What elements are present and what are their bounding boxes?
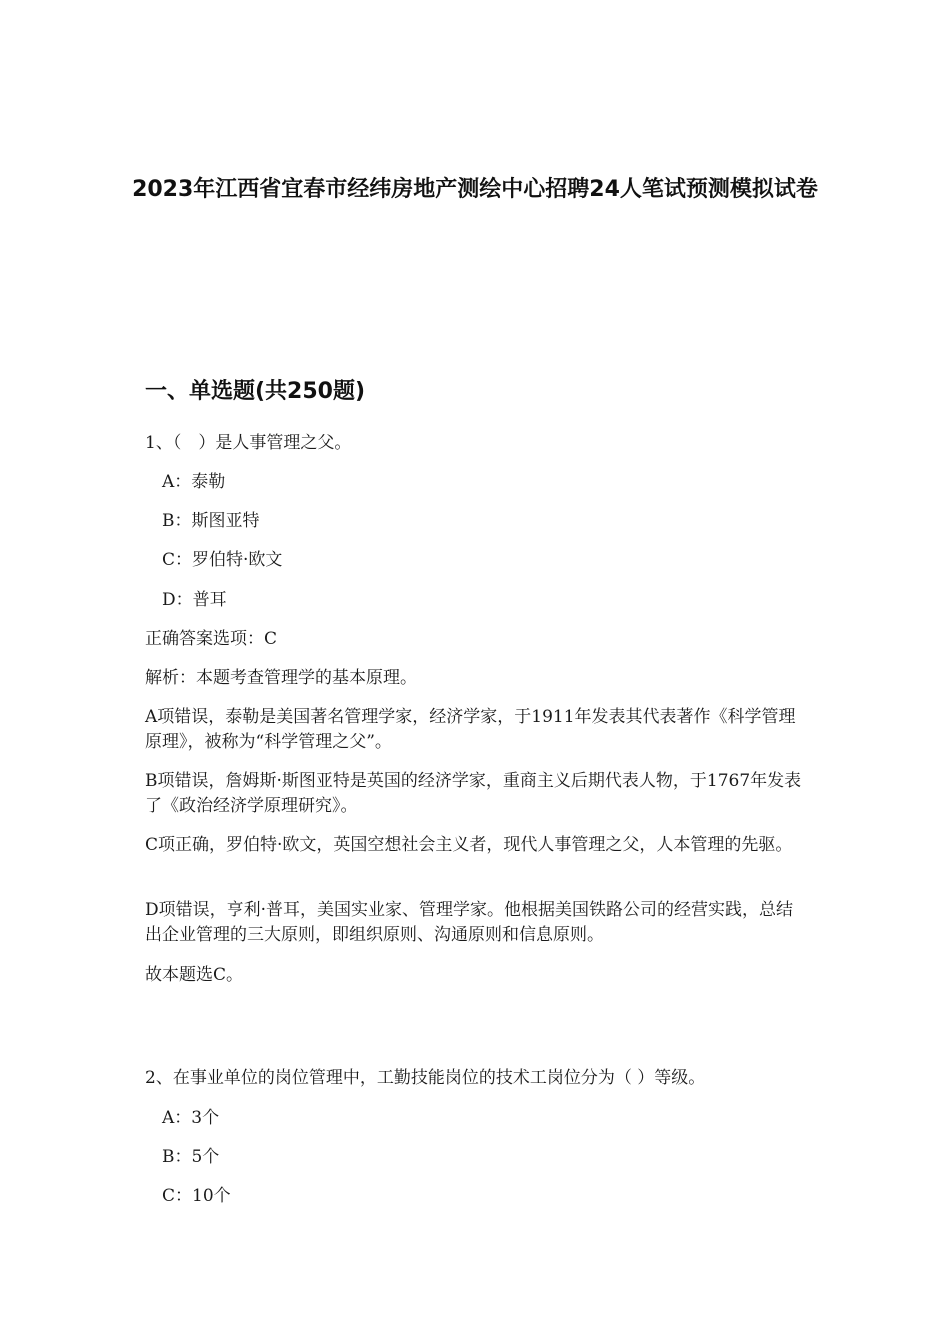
question-1-option-c: C：罗伯特·欧文	[162, 550, 283, 570]
question-2-stem: 2、在事业单位的岗位管理中，工勤技能岗位的技术工岗位分为（ ）等级。	[145, 1068, 706, 1088]
question-2-option-c: C：10个	[162, 1186, 231, 1206]
question-1-option-d: D：普耳	[162, 590, 227, 610]
question-1-answer: 正确答案选项：C	[145, 629, 278, 649]
document-title: 2023年江西省宜春市经纬房地产测绘中心招聘24人笔试预测模拟试卷	[132, 177, 818, 202]
question-1-conclusion: 故本题选C。	[145, 965, 244, 985]
question-1-analysis-a: A项错误，泰勒是美国著名管理学家，经济学家，于1911年发表其代表著作《科学管理原理》，被称为“科学管理之父”。	[145, 707, 796, 752]
question-2-option-a: A：3个	[162, 1108, 220, 1128]
question-1-option-b: B：斯图亚特	[162, 511, 260, 531]
question-1-analysis-c: C项正确，罗伯特·欧文，英国空想社会主义者，现代人事管理之父，人本管理的先驱。	[145, 835, 793, 855]
question-1-analysis-b: B项错误，詹姆斯·斯图亚特是英国的经济学家，重商主义后期代表人物，于1767年发表了《政治经济学原理研究》。	[145, 771, 802, 816]
question-1-option-a: A：泰勒	[162, 472, 226, 492]
question-2-option-b: B：5个	[162, 1147, 220, 1167]
question-1-analysis-d: D项错误，亨利·普耳，美国实业家、管理学家。他根据美国铁路公司的经营实践，总结出企业管理的三大原则，即组织原则、沟通原则和信息原则。	[145, 900, 794, 945]
section-heading: 一、单选题(共250题)	[145, 379, 366, 404]
question-1-analysis-intro: 解析：本题考查管理学的基本原理。	[145, 668, 417, 688]
question-1-stem: 1、（ ）是人事管理之父。	[145, 433, 352, 453]
